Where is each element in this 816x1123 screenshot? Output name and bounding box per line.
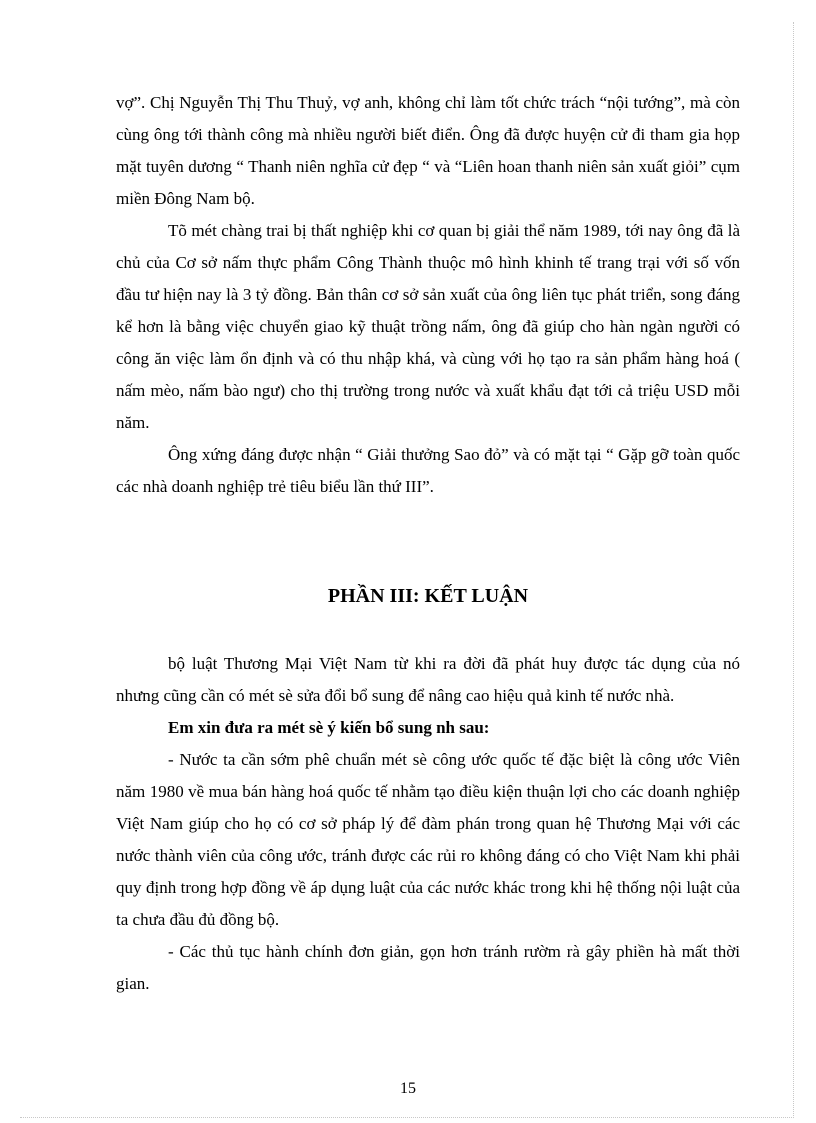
section-heading: PHẦN III: KẾT LUẬN (327, 585, 529, 607)
text-block-upper (116, 87, 740, 503)
paragraph-4: bộ luật Thương Mại Việt Nam từ khi ra đời đã phát huy được tác dụng của nó nhưng cũng cần có mét sè sửa đổi bổ sung để nâng cao hiệu quả kinh tế nước nhà. (116, 654, 740, 705)
paragraph-7: - Các thủ tục hành chính đơn giản, gọn hơn tránh rườm rà gây phiền hà mất thời gian. (116, 942, 740, 993)
paragraph-3: Ông xứng đáng được nhận “ Giải thưởng Sao đỏ” và có mặt tại “ Gặp gỡ toàn quốc các nhà doanh nghiệp trẻ tiêu biểu lần thứ III”. (116, 445, 740, 496)
paragraph-1: vợ”. Chị Nguyễn Thị Thu Thuỷ, vợ anh, không chỉ làm tốt chức trách “nội tướng”, mà còn cùng ông tới thành công mà nhiều người biết điển. Ông đã được huyện cử đi tham gia họp mặt tuyên dương “ Thanh niên nghĩa cử đẹp “ và “Liên hoan thanh niên sản xuất giỏi” cụm miền Đông Nam bộ. (116, 93, 740, 208)
text-block-lower (116, 648, 740, 1000)
paragraph-2: Tõ mét chàng trai bị thất nghiệp khi cơ quan bị giải thể năm 1989, tới nay ông đã là chủ của Cơ sở nấm thực phẩm Công Thành thuộc mô hình khinh tế trang trại với số vốn đầu tư hiện nay là 3 tỷ đồng. Bản thân cơ sở sản xuất của ông liên tục phát triển, song đáng kể hơn là bằng việc chuyển giao kỹ thuật trồng nấm, ông đã giúp cho hàn ngàn người có công ăn việc làm ổn định và có thu nhập khá, và cùng với họ tạo ra sản phẩm hàng hoá ( nấm mèo, nấm bào ngư) cho thị trường trong nước và xuất khẩu đạt tới cả triệu USD mỗi năm. (116, 221, 740, 432)
paragraph-5-bold: Em xin đưa ra mét sè ý kiến bổ sung nh sau: (168, 718, 490, 737)
page-number: 15 (400, 1080, 416, 1097)
paragraph-6: - Nước ta cần sớm phê chuẩn mét sè công ước quốc tế đặc biệt là công ước Viên năm 1980 về mua bán hàng hoá quốc tế nhằm tạo điều kiện thuận lợi cho các doanh nghiệp Việt Nam giúp cho họ có cơ sở pháp lý để đàm phán trong quan hệ Thương Mại với các nước thành viên của công ước, tránh được các rủi ro không đáng có cho Việt Nam khi phải quy định trong hợp đồng về áp dụng luật của các nước khác trong khi hệ thống nội luật của ta chưa đầu đủ đồng bộ. (116, 750, 740, 929)
